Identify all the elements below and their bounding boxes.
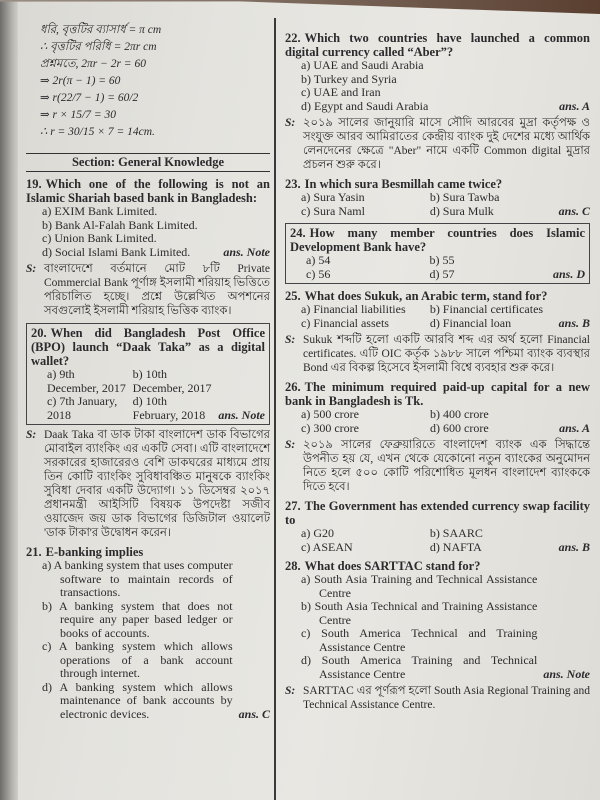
question-number: 21. [26,545,42,559]
question-19 [26,177,270,259]
option: a) G20 [301,526,334,540]
option: c) A banking system which allows operations of a bank account through internet. [42,639,233,680]
question-stem: E-banking implies [45,545,144,559]
solution-text: Sukuk শব্দটি হলো একটি আরবি শব্দ এর অর্থ হলো Financial certificates. এটি OIC কর্তৃক ১৯৮৮ সালে পশ্চিমা ব্যাংক ব্যবস্থার Bond এর বিকল্প হিসেবে ইসলামী বিশ্বে ব্যবহার শুরু করে। [303,334,590,374]
option: c) ASEAN [301,539,353,554]
question-text [285,177,590,191]
question-text [285,289,590,303]
question-stem: What does SARTTAC stand for? [304,559,481,573]
solution [285,438,590,494]
question-25 [285,289,590,330]
question-number: 19. [26,177,42,191]
option: d) NAFTA [429,539,482,554]
solution [285,333,590,375]
solution-text: ২০১৯ সালের জানুয়ারি মাসে সৌদি আরবের মুদ্রা কর্তৃপক্ষ ও সংযুক্ত আরব আমিরাতের কেন্দ্রীয় ব্যাংক দুই দেশের মধ্যে আর্থিক লেনদেনের ক্ষেত্রে "Aber" নামে একটি Common digital মুদ্রার প্রচলন শুরু করে। [303,117,590,171]
option: c) South America Technical and Training Assistance Centre [301,626,538,654]
option: b) 55 [429,253,455,267]
option: c) Sura Naml [301,203,365,218]
solution [26,262,270,318]
option: b) 400 crore [430,407,489,421]
question-text [26,177,270,205]
math-solution [26,22,270,141]
question-stem: How many member countries does Islamic Development Bank have? [290,226,585,254]
question-number: 22. [285,31,301,45]
option: a) UAE and Saudi Arabia [301,58,424,72]
solution [26,428,270,540]
option: c) 300 crore [301,420,359,435]
question-stem: The minimum required paid-up capital for a new bank in Bangladesh is Tk. [285,380,590,408]
solution-prefix: S: [26,263,37,275]
question-number: 28. [285,559,301,573]
question-number: 20. [31,326,47,340]
solution [285,116,590,172]
solution-text: ২০১৯ সালের ফেব্রুয়ারিতে বাংলাদেশ ব্যাংক এক সিদ্ধান্তে উপনীত হয় যে, এখন থেকে যেকোনো নতুন ব্যাংকের অনুমোদন নিতে হলে ৫০০ কোটি পরিশোধিত মূলধন বাংলাদেশ ব্যাংককে দিতে হবে। [303,439,590,493]
option: d) 600 crore [430,420,489,435]
option: d) Sura Mulk [429,203,494,218]
options [285,303,590,330]
math-line: ⇒ r × 15/7 = 30 [40,109,116,121]
math-line: ⇒ r(22/7 − 1) = 60/2 [40,92,139,104]
answer-label: ans. B [558,315,590,330]
solution-prefix: S: [285,334,296,346]
option: b) South Asia Technical and Training Assistance Centre [301,599,538,627]
option: b) A banking system that does not require any paper based ledger or books of accounts. [42,598,233,640]
option: b) Turkey and Syria [301,71,397,86]
option: a) A banking system that uses computer software to maintain records of transactions. [42,558,233,599]
question-number: 24. [290,226,306,240]
question-27 [285,499,590,554]
option: d) Social Islami Bank Limited. [42,244,191,259]
solution-prefix: S: [26,429,37,441]
option: a) Sura Yasin [301,190,365,204]
question-text [285,559,590,573]
option: b) 10th December, 2017 [132,367,212,395]
section-title: Section: General Knowledge [26,153,270,172]
question-text [285,380,590,408]
answer-label: ans. A [559,98,590,113]
option: d) Egypt and Saudi Arabia [301,98,429,113]
question-text [285,31,590,59]
right-column [285,26,590,712]
solution-prefix: S: [285,685,296,697]
solution-prefix: S: [285,439,296,451]
column-divider [274,18,276,800]
question-text [290,226,585,254]
question-stem: Which one of the following is not an Islamic Shariah based bank in Bangladesh: [26,177,270,205]
question-stem: When did Bangladesh Post Office (BPO) launch “Daak Taka” as a digital wallet? [31,326,265,368]
options [31,368,265,422]
question-22 [285,31,590,113]
math-line: ∴ r = 30/15 × 7 = 14cm. [40,126,155,138]
option: c) UAE and Iran [301,85,381,99]
answer-label: ans. Note [543,666,590,681]
answer-label: ans. C [558,203,590,218]
options [285,59,590,113]
question-text [31,326,265,368]
option: a) 54 [306,253,331,267]
option: c) Union Bank Limited. [42,231,157,245]
question-28 [285,559,590,681]
question-number: 23. [285,177,301,191]
answer-label: ans. A [559,420,590,435]
question-number: 25. [285,289,301,303]
option: a) EXIM Bank Limited. [42,204,158,218]
options [285,408,590,435]
question-stem: The Government has extended currency swap facility to [285,499,590,527]
answer-label: ans. D [552,266,585,281]
left-column [26,22,270,721]
options [26,205,270,259]
answer-label: ans. Note [223,244,270,259]
solution-text: Daak Taka বা ডাক টাকা বাংলাদেশ ডাক বিভাগের মোবাইল ব্যাংকিং এর একটি সেবা। এটি বাংলাদেশে সরকারের হাজারেরও বেশি ডাকঘরের মাধ্যমে প্রায় তিন কোটি ব্যাংকিং সুবিধাবঞ্চিত মানুষকে ব্যাংকিং সুবিধা দেবার একটি উদ্যোগ। ১১ ডিসেম্বর ২০১৭ প্রধানমন্ত্রী আইসিটি বিষয়ক উপদেষ্টা সজীব ওয়াজেদ জয় ডাক বিভাগের ডিজিটাল ওয়ালেট 'ডাক টাকা'র উদ্বোধন করেন। [44,429,270,539]
question-number: 26. [285,380,301,394]
math-line: প্রশ্নমতে, 2πr − 2r = 60 [40,58,146,70]
option: b) Bank Al-Falah Bank Limited. [42,217,198,232]
options [285,191,590,218]
option: c) 7th January, 2018 [47,394,118,422]
question-text [285,499,590,527]
math-line: ⇒ 2r(π − 1) = 60 [40,75,121,87]
options [285,573,590,681]
options [285,527,590,554]
solution-prefix: S: [285,117,296,129]
option: a) Financial liabilities [301,302,406,316]
option: b) Financial certificates [429,302,544,316]
question-20 [26,323,270,425]
option: a) 9th December, 2017 [47,367,126,395]
question-stem: What does Sukuk, an Arabic term, stand for? [304,289,548,303]
math-line: ধরি, বৃত্তটির ব্যাসার্ধ = π cm [40,24,162,36]
question-26 [285,380,590,435]
option: b) Sura Tawba [429,190,500,204]
option: d) A banking system which allows maintenance of bank accounts by electronic devices. [42,679,233,721]
option: d) South America Training and Technical Assistance Centre [301,653,538,681]
question-23 [285,177,590,218]
answer-label: ans. C [238,706,270,721]
solution [285,684,590,712]
question-stem: In which sura Besmillah came twice? [304,177,503,191]
math-line: ∴ বৃত্তটির পরিধি = 2πr cm [40,41,157,53]
option: a) 500 crore [301,407,359,421]
solution-text: বাংলাদেশে বর্তমানে মোট ৮টি Private Commercial Bank পূর্ণাঙ্গ ইসলামী শরিয়াহ ভিত্তিতে পরিচালিত হচ্ছে। প্রশ্নে উল্লেখিত অপশনের সবগুলোই ইসলামী শরিয়াহ ভিত্তিক ব্যাংক। [44,263,270,317]
option: d) 10th February, 2018 [132,394,206,422]
option: b) SAARC [429,526,483,540]
option: c) 56 [306,266,331,281]
question-text [26,545,270,559]
answer-label: ans. Note [218,407,265,422]
question-24 [285,223,590,284]
page-edge [0,0,600,14]
question-number: 27. [285,499,301,513]
book-spine [0,0,18,800]
options [26,559,270,721]
option: c) Financial assets [301,315,389,330]
option: d) 57 [429,266,455,281]
solution-text: SARTTAC এর পূর্ণরূপ হলো South Asia Regional Training and Technical Assistance Centre. [303,685,590,711]
question-21 [26,545,270,721]
answer-label: ans. B [558,539,590,554]
question-stem: Which two countries have launched a common digital currency called “Aber”? [285,31,590,59]
option: d) Financial loan [429,315,512,330]
options [290,254,585,281]
option: a) South Asia Training and Technical Assistance Centre [301,572,538,600]
